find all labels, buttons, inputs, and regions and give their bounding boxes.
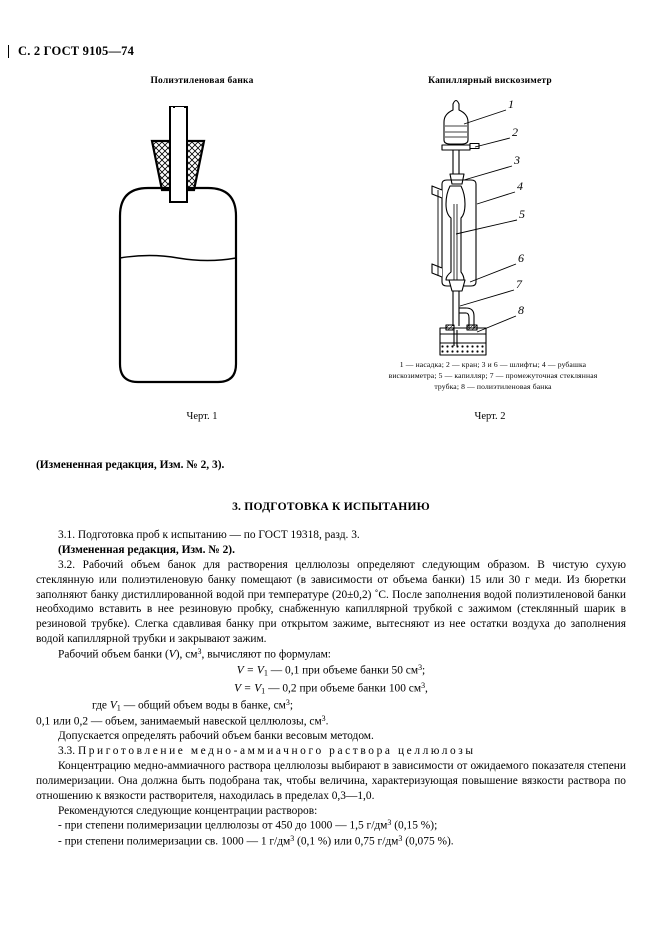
callout-5: 5 bbox=[519, 207, 525, 221]
bullet-2-sup-2: 3 bbox=[398, 833, 403, 843]
callout-1: 1 bbox=[508, 97, 514, 111]
formula-intro-c: , вычисляют по формулам: bbox=[201, 648, 331, 661]
formula-intro-v: V bbox=[168, 648, 176, 661]
where2-sup: 3 bbox=[321, 713, 326, 723]
formula-2-sub: 1 bbox=[261, 685, 266, 695]
bullet-2-b: (0,1 %) или 0,75 г/дм bbox=[294, 835, 399, 848]
formula-2-sup: 3 bbox=[421, 680, 426, 690]
formula-1-sup: 3 bbox=[418, 663, 423, 673]
where-line-1 bbox=[36, 698, 626, 714]
figure-2-legend bbox=[338, 359, 648, 392]
formula-intro-sup: 3 bbox=[197, 647, 202, 656]
bullet-item-2 bbox=[36, 834, 626, 849]
where-sup: 3 bbox=[285, 697, 290, 707]
paragraph-3-2: 3.2. Рабочий объем банок для растворения целлюлозы определяют следующим образом. В чистую сухую стеклянную или полиэтиленовую банку помещают (в зависимости от объема банки) 15 или 30 г меди. Из бюретки заполняют банку дистиллированной водой при температуре (20±0,2) ˚С. После заполнения водой полиэтиленовой банки необходимо вставить в нее резиновую пробку, снабженную капиллярной трубкой с зажимом (стеклянный шарик в резиновой трубке). Слегка сдавливая банку при открытом зажиме, вытесняют из нее остатки воздуха до заполнения водой капиллярной трубки и закрывают зажим. bbox=[36, 558, 626, 646]
figure-1-caption: Черт. 1 bbox=[186, 411, 218, 422]
where-a: где bbox=[92, 699, 110, 712]
where-line-2 bbox=[36, 714, 626, 729]
formula-intro-b: ), см bbox=[175, 648, 198, 661]
paragraph-3-3-heading bbox=[36, 744, 626, 759]
figure-2-title: Капиллярный вискозиметр bbox=[428, 76, 552, 86]
formula-2 bbox=[36, 681, 626, 697]
paragraph-3-3-number: 3.3. bbox=[58, 745, 78, 758]
formula-1-sub: 1 bbox=[263, 668, 268, 678]
figure-2-drawing-capillary-viscometer bbox=[420, 94, 590, 361]
formula-1-end: ; bbox=[422, 665, 426, 678]
bullet-1-sup: 3 bbox=[387, 818, 392, 828]
bullet-2-c: (0,075 %). bbox=[402, 835, 454, 848]
formula-1 bbox=[36, 663, 626, 679]
figures-region bbox=[0, 76, 661, 426]
figure-1-drawing-polyethylene-bottle bbox=[90, 106, 320, 411]
formula-intro-a: Рабочий объем банки ( bbox=[58, 648, 169, 661]
bullet-item-1 bbox=[36, 818, 626, 833]
formula-intro bbox=[36, 647, 626, 662]
formula-1-a: V = V bbox=[236, 665, 264, 678]
where-b: — общий объем воды в банке, см bbox=[120, 699, 286, 712]
formula-2-b: — 0,2 при объеме банки 100 см bbox=[265, 682, 422, 695]
figure-2-legend-line-3: трубка; 8 — полиэтиленовая банка bbox=[434, 382, 552, 391]
formula-1-b: — 0,1 при объеме банки 50 см bbox=[267, 665, 419, 678]
revision-note-1: (Измененная редакция, Изм. № 2, 3). bbox=[36, 459, 225, 471]
body-text-region bbox=[36, 458, 626, 849]
callout-6: 6 bbox=[518, 251, 524, 265]
figure-2-caption: Черт. 2 bbox=[474, 411, 506, 422]
bullet-2-sup: 3 bbox=[290, 833, 295, 843]
where2-a: 0,1 или 0,2 — объем, занимаемый навеской целлюлозы, см bbox=[36, 715, 322, 728]
where2-end: . bbox=[325, 715, 329, 728]
spine-mark bbox=[8, 45, 9, 58]
formula-2-a: V = V bbox=[234, 682, 262, 695]
where-end: ; bbox=[289, 699, 294, 712]
page-header: С. 2 ГОСТ 9105—74 bbox=[18, 44, 135, 58]
figure-1-title: Полиэтиленовая банка bbox=[150, 76, 254, 86]
where-v: V bbox=[109, 699, 117, 712]
bullet-1-b: (0,15 %); bbox=[391, 819, 438, 832]
paragraph-3-3-body: Концентрацию медно-аммиачного раствора целлюлозы выбирают в зависимости от ожидаемого показателя степени полимеризации. Она должна быть подобрана так, чтобы величина, характеризующая повышение вязкости раствора по отношению к вязкости растворителя, находилась в пределах 0,3—1,0. bbox=[36, 759, 626, 802]
figure-2-legend-line-1: 1 — насадка; 2 — кран; 3 и 6 — шлифты; 4 — рубашка bbox=[399, 360, 587, 369]
callout-8: 8 bbox=[518, 303, 524, 317]
paragraph-allowed-method: Допускается определять рабочий объем банки весовым методом. bbox=[58, 730, 374, 743]
revision-note-2: (Измененная редакция, Изм. № 2). bbox=[58, 543, 235, 556]
paragraph-3-3-title: Приготовление медно-аммиачного раствора целлюлозы bbox=[77, 745, 476, 758]
bullet-2-a: - при степени полимеризации св. 1000 — 1 г/дм bbox=[58, 835, 291, 848]
section-heading: 3. ПОДГОТОВКА К ИСПЫТАНИЮ bbox=[232, 499, 430, 513]
callout-4: 4 bbox=[517, 179, 523, 193]
formula-2-end: , bbox=[425, 682, 428, 695]
callout-3: 3 bbox=[514, 153, 520, 167]
figure-2-legend-line-2: вискозиметра; 5 — капилляр; 7 — промежуточная стеклянная bbox=[388, 371, 598, 380]
where-sub: 1 bbox=[116, 702, 121, 712]
callout-7: 7 bbox=[516, 277, 522, 291]
paragraph-recommended: Рекомендуются следующие концентрации растворов: bbox=[58, 804, 318, 817]
callout-2: 2 bbox=[512, 125, 518, 139]
paragraph-3-1: 3.1. Подготовка проб к испытанию — по ГОСТ 19318, разд. 3. bbox=[58, 529, 360, 541]
bullet-1-a: - при степени полимеризации целлюлозы от 450 до 1000 — 1,5 г/дм bbox=[58, 819, 388, 832]
